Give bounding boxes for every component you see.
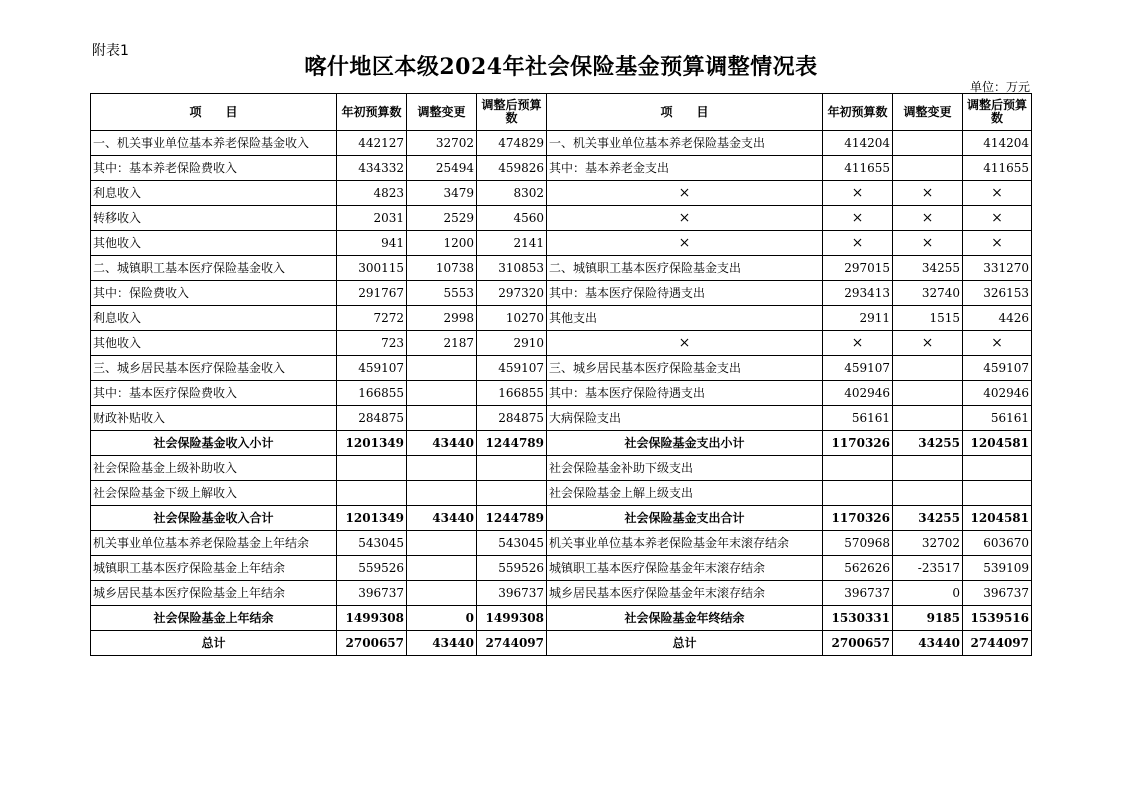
value-cell: 459107	[477, 356, 547, 381]
value-cell: -23517	[893, 556, 963, 581]
value-cell: 2911	[823, 306, 893, 331]
table-row	[91, 481, 1032, 506]
income-item-cell: 城乡居民基本医疗保险基金上年结余	[91, 581, 337, 606]
table-row	[91, 406, 1032, 431]
value-cell: 291767	[337, 281, 407, 306]
value-cell: 1201349	[337, 506, 407, 531]
value-cell: 10738	[407, 256, 477, 281]
not-applicable-cell: ×	[893, 231, 963, 256]
value-cell: 2031	[337, 206, 407, 231]
value-cell	[337, 481, 407, 506]
value-cell	[893, 381, 963, 406]
value-cell: 297015	[823, 256, 893, 281]
expense-item-cell: 社会保险基金补助下级支出	[547, 456, 823, 481]
value-cell: 396737	[823, 581, 893, 606]
table-row	[91, 381, 1032, 406]
value-cell: 396737	[337, 581, 407, 606]
expense-item-cell: 总计	[547, 631, 823, 656]
value-cell: 7272	[337, 306, 407, 331]
income-item-cell: 其中：基本医疗保险费收入	[91, 381, 337, 406]
table-row	[91, 431, 1032, 456]
expense-item-cell: 城镇职工基本医疗保险基金年末滚存结余	[547, 556, 823, 581]
attachment-label: 附表1	[92, 43, 129, 59]
value-cell: 4560	[477, 206, 547, 231]
value-cell: 941	[337, 231, 407, 256]
table-header-row	[91, 94, 1032, 131]
expense-item-cell: ×	[547, 231, 823, 256]
value-cell: 166855	[477, 381, 547, 406]
page-title: 喀什地区本级2024年社会保险基金预算调整情况表	[304, 54, 818, 80]
expense-item-cell: 其他支出	[547, 306, 823, 331]
table-row	[91, 206, 1032, 231]
value-cell	[407, 356, 477, 381]
value-cell	[893, 481, 963, 506]
income-item-cell: 转移收入	[91, 206, 337, 231]
value-cell: 474829	[477, 131, 547, 156]
value-cell: 414204	[823, 131, 893, 156]
budget-table	[90, 93, 1032, 656]
value-cell	[407, 381, 477, 406]
value-cell: 414204	[963, 131, 1032, 156]
header-adjusted-right: 调整后预算数	[963, 94, 1032, 131]
value-cell: 326153	[963, 281, 1032, 306]
value-cell: 310853	[477, 256, 547, 281]
income-item-cell: 社会保险基金收入合计	[91, 506, 337, 531]
value-cell: 2910	[477, 331, 547, 356]
expense-item-cell: 社会保险基金年终结余	[547, 606, 823, 631]
value-cell: 32702	[407, 131, 477, 156]
not-applicable-cell: ×	[823, 331, 893, 356]
value-cell: 1530331	[823, 606, 893, 631]
value-cell	[823, 456, 893, 481]
value-cell: 2529	[407, 206, 477, 231]
income-item-cell: 其他收入	[91, 331, 337, 356]
income-item-cell: 其他收入	[91, 231, 337, 256]
value-cell	[963, 456, 1032, 481]
value-cell	[893, 356, 963, 381]
income-item-cell: 机关事业单位基本养老保险基金上年结余	[91, 531, 337, 556]
table-row	[91, 456, 1032, 481]
value-cell: 459107	[963, 356, 1032, 381]
value-cell: 8302	[477, 181, 547, 206]
value-cell	[477, 456, 547, 481]
expense-item-cell: 其中：基本医疗保险待遇支出	[547, 381, 823, 406]
header-item-right: 项 目	[547, 94, 823, 131]
value-cell: 43440	[893, 631, 963, 656]
table-row	[91, 331, 1032, 356]
value-cell: 2187	[407, 331, 477, 356]
value-cell	[407, 481, 477, 506]
income-item-cell: 二、城镇职工基本医疗保险基金收入	[91, 256, 337, 281]
value-cell: 411655	[963, 156, 1032, 181]
table-row	[91, 356, 1032, 381]
expense-item-cell: 二、城镇职工基本医疗保险基金支出	[547, 256, 823, 281]
not-applicable-cell: ×	[893, 206, 963, 231]
expense-item-cell: 一、机关事业单位基本养老保险基金支出	[547, 131, 823, 156]
value-cell: 1244789	[477, 431, 547, 456]
value-cell: 9185	[893, 606, 963, 631]
value-cell: 4823	[337, 181, 407, 206]
not-applicable-cell: ×	[893, 331, 963, 356]
value-cell: 0	[407, 606, 477, 631]
value-cell	[893, 131, 963, 156]
income-item-cell: 三、城乡居民基本医疗保险基金收入	[91, 356, 337, 381]
value-cell: 1204581	[963, 431, 1032, 456]
value-cell: 559526	[477, 556, 547, 581]
value-cell: 1499308	[337, 606, 407, 631]
value-cell: 543045	[337, 531, 407, 556]
value-cell	[477, 481, 547, 506]
table-row	[91, 506, 1032, 531]
value-cell: 396737	[477, 581, 547, 606]
value-cell: 293413	[823, 281, 893, 306]
not-applicable-cell: ×	[963, 231, 1032, 256]
value-cell	[407, 556, 477, 581]
value-cell: 34255	[893, 256, 963, 281]
value-cell: 2700657	[823, 631, 893, 656]
value-cell: 56161	[823, 406, 893, 431]
not-applicable-cell: ×	[823, 181, 893, 206]
value-cell	[337, 456, 407, 481]
unit-label: 单位：万元	[969, 80, 1030, 94]
table-row	[91, 181, 1032, 206]
table-row	[91, 531, 1032, 556]
header-adjusted-left: 调整后预算数	[477, 94, 547, 131]
value-cell: 1539516	[963, 606, 1032, 631]
value-cell: 402946	[963, 381, 1032, 406]
value-cell: 1244789	[477, 506, 547, 531]
value-cell: 396737	[963, 581, 1032, 606]
value-cell	[407, 581, 477, 606]
value-cell: 10270	[477, 306, 547, 331]
income-item-cell: 社会保险基金上级补助收入	[91, 456, 337, 481]
income-item-cell: 财政补贴收入	[91, 406, 337, 431]
not-applicable-cell: ×	[823, 206, 893, 231]
table-row	[91, 306, 1032, 331]
table-row	[91, 131, 1032, 156]
income-item-cell: 利息收入	[91, 181, 337, 206]
expense-item-cell: 机关事业单位基本养老保险基金年末滚存结余	[547, 531, 823, 556]
income-item-cell: 社会保险基金收入小计	[91, 431, 337, 456]
value-cell: 32740	[893, 281, 963, 306]
income-item-cell: 利息收入	[91, 306, 337, 331]
table-row	[91, 556, 1032, 581]
value-cell: 402946	[823, 381, 893, 406]
income-item-cell: 社会保险基金上年结余	[91, 606, 337, 631]
value-cell: 331270	[963, 256, 1032, 281]
value-cell: 43440	[407, 506, 477, 531]
value-cell: 4426	[963, 306, 1032, 331]
expense-item-cell: 三、城乡居民基本医疗保险基金支出	[547, 356, 823, 381]
value-cell	[407, 456, 477, 481]
value-cell: 543045	[477, 531, 547, 556]
value-cell: 43440	[407, 431, 477, 456]
value-cell: 459826	[477, 156, 547, 181]
expense-item-cell: 社会保险基金支出合计	[547, 506, 823, 531]
value-cell: 1499308	[477, 606, 547, 631]
expense-item-cell: 社会保险基金上解上级支出	[547, 481, 823, 506]
value-cell: 34255	[893, 506, 963, 531]
value-cell: 1204581	[963, 506, 1032, 531]
value-cell: 434332	[337, 156, 407, 181]
value-cell: 56161	[963, 406, 1032, 431]
expense-item-cell: ×	[547, 181, 823, 206]
value-cell: 539109	[963, 556, 1032, 581]
value-cell: 1200	[407, 231, 477, 256]
value-cell	[893, 156, 963, 181]
value-cell: 166855	[337, 381, 407, 406]
header-change-right: 调整变更	[893, 94, 963, 131]
value-cell: 442127	[337, 131, 407, 156]
not-applicable-cell: ×	[963, 181, 1032, 206]
value-cell: 2141	[477, 231, 547, 256]
income-item-cell: 总计	[91, 631, 337, 656]
value-cell: 2998	[407, 306, 477, 331]
value-cell: 1515	[893, 306, 963, 331]
value-cell: 43440	[407, 631, 477, 656]
value-cell: 5553	[407, 281, 477, 306]
expense-item-cell: 其中：基本养老金支出	[547, 156, 823, 181]
expense-item-cell: ×	[547, 206, 823, 231]
value-cell: 34255	[893, 431, 963, 456]
expense-item-cell: 城乡居民基本医疗保险基金年末滚存结余	[547, 581, 823, 606]
value-cell: 2744097	[963, 631, 1032, 656]
value-cell: 3479	[407, 181, 477, 206]
table-row	[91, 156, 1032, 181]
value-cell	[963, 481, 1032, 506]
expense-item-cell: 社会保险基金支出小计	[547, 431, 823, 456]
value-cell: 559526	[337, 556, 407, 581]
value-cell: 2744097	[477, 631, 547, 656]
header-initial-right: 年初预算数	[823, 94, 893, 131]
value-cell: 459107	[823, 356, 893, 381]
value-cell	[823, 481, 893, 506]
value-cell: 284875	[337, 406, 407, 431]
not-applicable-cell: ×	[963, 206, 1032, 231]
table-row	[91, 281, 1032, 306]
expense-item-cell: 其中：基本医疗保险待遇支出	[547, 281, 823, 306]
value-cell: 1201349	[337, 431, 407, 456]
value-cell: 25494	[407, 156, 477, 181]
header-initial-left: 年初预算数	[337, 94, 407, 131]
value-cell: 459107	[337, 356, 407, 381]
income-item-cell: 其中：基本养老保险费收入	[91, 156, 337, 181]
value-cell	[407, 406, 477, 431]
value-cell	[893, 406, 963, 431]
value-cell: 570968	[823, 531, 893, 556]
expense-item-cell: ×	[547, 331, 823, 356]
value-cell: 300115	[337, 256, 407, 281]
value-cell: 1170326	[823, 506, 893, 531]
value-cell: 32702	[893, 531, 963, 556]
income-item-cell: 社会保险基金下级上解收入	[91, 481, 337, 506]
not-applicable-cell: ×	[823, 231, 893, 256]
table-row	[91, 581, 1032, 606]
value-cell: 0	[893, 581, 963, 606]
value-cell: 1170326	[823, 431, 893, 456]
income-item-cell: 其中：保险费收入	[91, 281, 337, 306]
table-row	[91, 606, 1032, 631]
value-cell	[407, 531, 477, 556]
table-row	[91, 256, 1032, 281]
value-cell: 723	[337, 331, 407, 356]
value-cell: 297320	[477, 281, 547, 306]
value-cell: 603670	[963, 531, 1032, 556]
income-item-cell: 一、机关事业单位基本养老保险基金收入	[91, 131, 337, 156]
header-item-left: 项 目	[91, 94, 337, 131]
value-cell: 2700657	[337, 631, 407, 656]
table-row	[91, 231, 1032, 256]
value-cell	[893, 456, 963, 481]
value-cell: 284875	[477, 406, 547, 431]
income-item-cell: 城镇职工基本医疗保险基金上年结余	[91, 556, 337, 581]
expense-item-cell: 大病保险支出	[547, 406, 823, 431]
value-cell: 562626	[823, 556, 893, 581]
table-row	[91, 631, 1032, 656]
not-applicable-cell: ×	[963, 331, 1032, 356]
header-change-left: 调整变更	[407, 94, 477, 131]
value-cell: 411655	[823, 156, 893, 181]
not-applicable-cell: ×	[893, 181, 963, 206]
